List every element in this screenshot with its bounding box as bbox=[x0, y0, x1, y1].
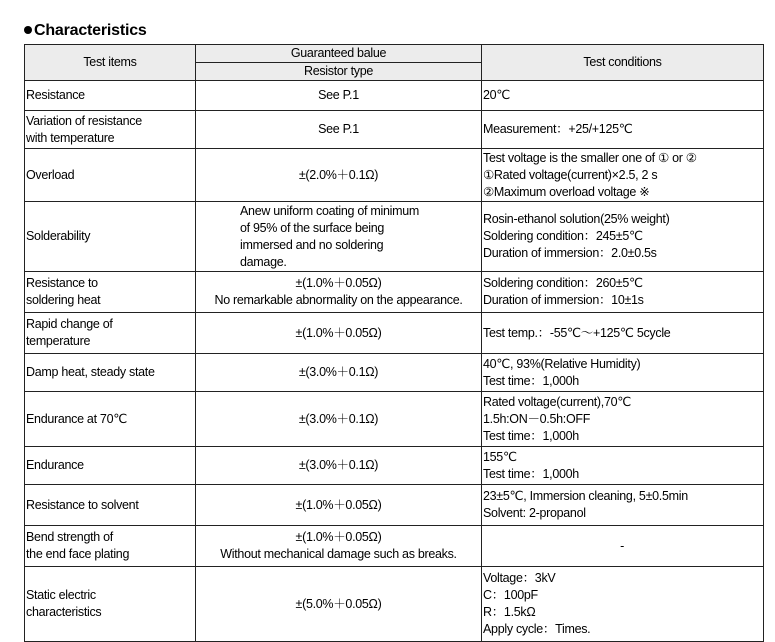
test-item-line: Resistance to solvent bbox=[26, 497, 139, 512]
guaranteed-value-line: of 95% of the surface being bbox=[240, 220, 385, 235]
table-row bbox=[25, 354, 764, 392]
header-guaranteed-value: Guaranteed balue bbox=[196, 45, 482, 63]
test-item-cell bbox=[25, 392, 196, 447]
test-item-line: Overload bbox=[26, 167, 75, 182]
guaranteed-value-line: ±(3.0%＋0.1Ω) bbox=[298, 411, 379, 426]
bullet-icon bbox=[24, 26, 32, 34]
test-item-cell bbox=[25, 313, 196, 354]
test-conditions-line: 1.5h:ON－0.5h:OFF bbox=[483, 411, 591, 426]
test-conditions-line: Test temp.：-55℃～+125℃ 5cycle bbox=[483, 325, 671, 340]
guaranteed-value-line: ±(3.0%＋0.1Ω) bbox=[298, 458, 379, 472]
test-item-line: Resistance bbox=[26, 88, 85, 102]
table-row bbox=[25, 526, 764, 567]
test-conditions-line: C：100pF bbox=[483, 588, 538, 602]
table-row bbox=[25, 313, 764, 354]
test-item-line: Resistance to bbox=[26, 276, 98, 290]
header-test-items: Test items bbox=[25, 45, 196, 81]
test-item-line: temperature bbox=[26, 334, 91, 348]
guaranteed-value-line: ±(3.0%＋0.1Ω) bbox=[298, 365, 379, 379]
guaranteed-value-line: damage. bbox=[240, 254, 287, 269]
table-row bbox=[25, 81, 764, 111]
header-test-conditions: Test conditions bbox=[482, 45, 764, 81]
guaranteed-value-line: Anew uniform coating of minimum bbox=[240, 203, 419, 218]
section-title-text: Characteristics bbox=[34, 22, 147, 39]
test-conditions-line: Test time：1,000h bbox=[483, 428, 579, 443]
test-item-line: Rapid change of bbox=[26, 317, 113, 331]
test-conditions-line: Duration of immersion：10±1s bbox=[483, 293, 644, 307]
table-row bbox=[25, 202, 764, 272]
guaranteed-value-line: See P.1 bbox=[318, 88, 359, 102]
guaranteed-value-line: No remarkable abnormality on the appearance. bbox=[214, 293, 463, 307]
test-item-cell bbox=[25, 485, 196, 526]
test-item-cell bbox=[25, 111, 196, 149]
guaranteed-value-cell bbox=[196, 81, 482, 111]
test-item-line: with temperature bbox=[26, 130, 115, 145]
test-conditions-cell bbox=[482, 447, 764, 485]
test-conditions-cell bbox=[482, 81, 764, 111]
test-item-line: characteristics bbox=[26, 605, 102, 619]
test-conditions-line: R：1.5kΩ bbox=[483, 605, 536, 619]
guaranteed-value-cell bbox=[196, 485, 482, 526]
test-conditions-cell bbox=[482, 149, 764, 202]
table-row bbox=[25, 111, 764, 149]
guaranteed-value-line: ±(1.0%＋0.05Ω) bbox=[295, 530, 382, 544]
test-conditions-cell bbox=[482, 111, 764, 149]
test-conditions-line: Apply cycle：Times. bbox=[483, 622, 591, 636]
test-item-cell bbox=[25, 526, 196, 567]
guaranteed-value-cell bbox=[196, 447, 482, 485]
header-resistor-type: Resistor type bbox=[196, 63, 482, 81]
test-item-cell bbox=[25, 567, 196, 642]
test-item-line: Variation of resistance bbox=[26, 113, 142, 128]
guaranteed-value-cell bbox=[196, 313, 482, 354]
test-conditions-cell bbox=[482, 526, 764, 567]
test-conditions-cell bbox=[482, 272, 764, 313]
test-conditions-line: 40℃, 93%(Relative Humidity) bbox=[483, 356, 641, 371]
table-row bbox=[25, 485, 764, 526]
test-conditions-line: Rated voltage(current),70℃ bbox=[483, 394, 631, 409]
test-conditions-line: ②Maximum overload voltage ※ bbox=[483, 184, 650, 199]
test-item-line: Bend strength of bbox=[26, 530, 113, 544]
guaranteed-value-cell bbox=[196, 149, 482, 202]
test-item-line: soldering heat bbox=[26, 293, 101, 307]
table-row bbox=[25, 392, 764, 447]
test-item-cell bbox=[25, 447, 196, 485]
guaranteed-value-cell bbox=[196, 392, 482, 447]
guaranteed-value-cell bbox=[196, 272, 482, 313]
test-conditions-cell bbox=[482, 202, 764, 272]
guaranteed-value-line: See P.1 bbox=[318, 122, 359, 136]
test-item-line: the end face plating bbox=[26, 547, 130, 561]
test-conditions-cell bbox=[482, 567, 764, 642]
test-conditions-line: - bbox=[620, 538, 624, 553]
guaranteed-value-line: ±(1.0%＋0.05Ω) bbox=[295, 497, 382, 512]
test-conditions-line: Rosin-ethanol solution(25% weight) bbox=[483, 212, 670, 226]
guaranteed-value-cell bbox=[196, 202, 482, 272]
test-conditions-cell bbox=[482, 485, 764, 526]
test-item-cell bbox=[25, 272, 196, 313]
test-item-line: Solderability bbox=[26, 229, 91, 243]
test-conditions-cell bbox=[482, 392, 764, 447]
test-conditions-line: Test time：1,000h bbox=[483, 466, 579, 481]
table-row bbox=[25, 447, 764, 485]
guaranteed-value-line: Without mechanical damage such as breaks. bbox=[220, 547, 457, 561]
guaranteed-value-cell bbox=[196, 526, 482, 567]
test-conditions-line: 155℃ bbox=[483, 449, 517, 464]
test-item-line: Endurance bbox=[26, 458, 84, 472]
test-conditions-line: Voltage：3kV bbox=[483, 571, 556, 585]
guaranteed-value-line: ±(1.0%＋0.05Ω) bbox=[295, 325, 382, 340]
test-conditions-line: Soldering condition：245±5℃ bbox=[483, 229, 643, 243]
test-conditions-line: Measurement：+25/+125℃ bbox=[483, 122, 633, 136]
test-item-cell bbox=[25, 202, 196, 272]
test-conditions-cell bbox=[482, 354, 764, 392]
characteristics-table bbox=[24, 44, 764, 642]
guaranteed-value-cell bbox=[196, 111, 482, 149]
test-conditions-line: ①Rated voltage(current)×2.5, 2 s bbox=[483, 167, 658, 182]
guaranteed-value-cell bbox=[196, 567, 482, 642]
test-item-cell bbox=[25, 81, 196, 111]
test-item-line: Damp heat, steady state bbox=[26, 365, 155, 379]
guaranteed-value-line: immersed and no soldering bbox=[240, 237, 384, 252]
test-item-line: Static electric bbox=[26, 588, 96, 602]
test-item-line: Endurance at 70℃ bbox=[26, 411, 127, 426]
guaranteed-value-line: ±(2.0%＋0.1Ω) bbox=[298, 167, 379, 182]
test-item-cell bbox=[25, 149, 196, 202]
table-row bbox=[25, 272, 764, 313]
test-conditions-line: Test voltage is the smaller one of ① or ② bbox=[483, 150, 697, 165]
table-row bbox=[25, 567, 764, 642]
test-conditions-line: Test time：1,000h bbox=[483, 373, 579, 388]
guaranteed-value-line: ±(5.0%＋0.05Ω) bbox=[295, 596, 382, 611]
test-conditions-line: 20℃ bbox=[483, 88, 511, 102]
table-row bbox=[25, 149, 764, 202]
test-conditions-line: 23±5℃, Immersion cleaning, 5±0.5min bbox=[483, 489, 688, 503]
guaranteed-value-cell bbox=[196, 354, 482, 392]
section-title bbox=[24, 22, 147, 40]
test-conditions-line: Solvent: 2-propanol bbox=[483, 506, 586, 520]
test-item-cell bbox=[25, 354, 196, 392]
test-conditions-cell bbox=[482, 313, 764, 354]
test-conditions-line: Soldering condition：260±5℃ bbox=[483, 276, 643, 290]
test-conditions-line: Duration of immersion：2.0±0.5s bbox=[483, 246, 657, 260]
guaranteed-value-line: ±(1.0%＋0.05Ω) bbox=[295, 276, 382, 290]
